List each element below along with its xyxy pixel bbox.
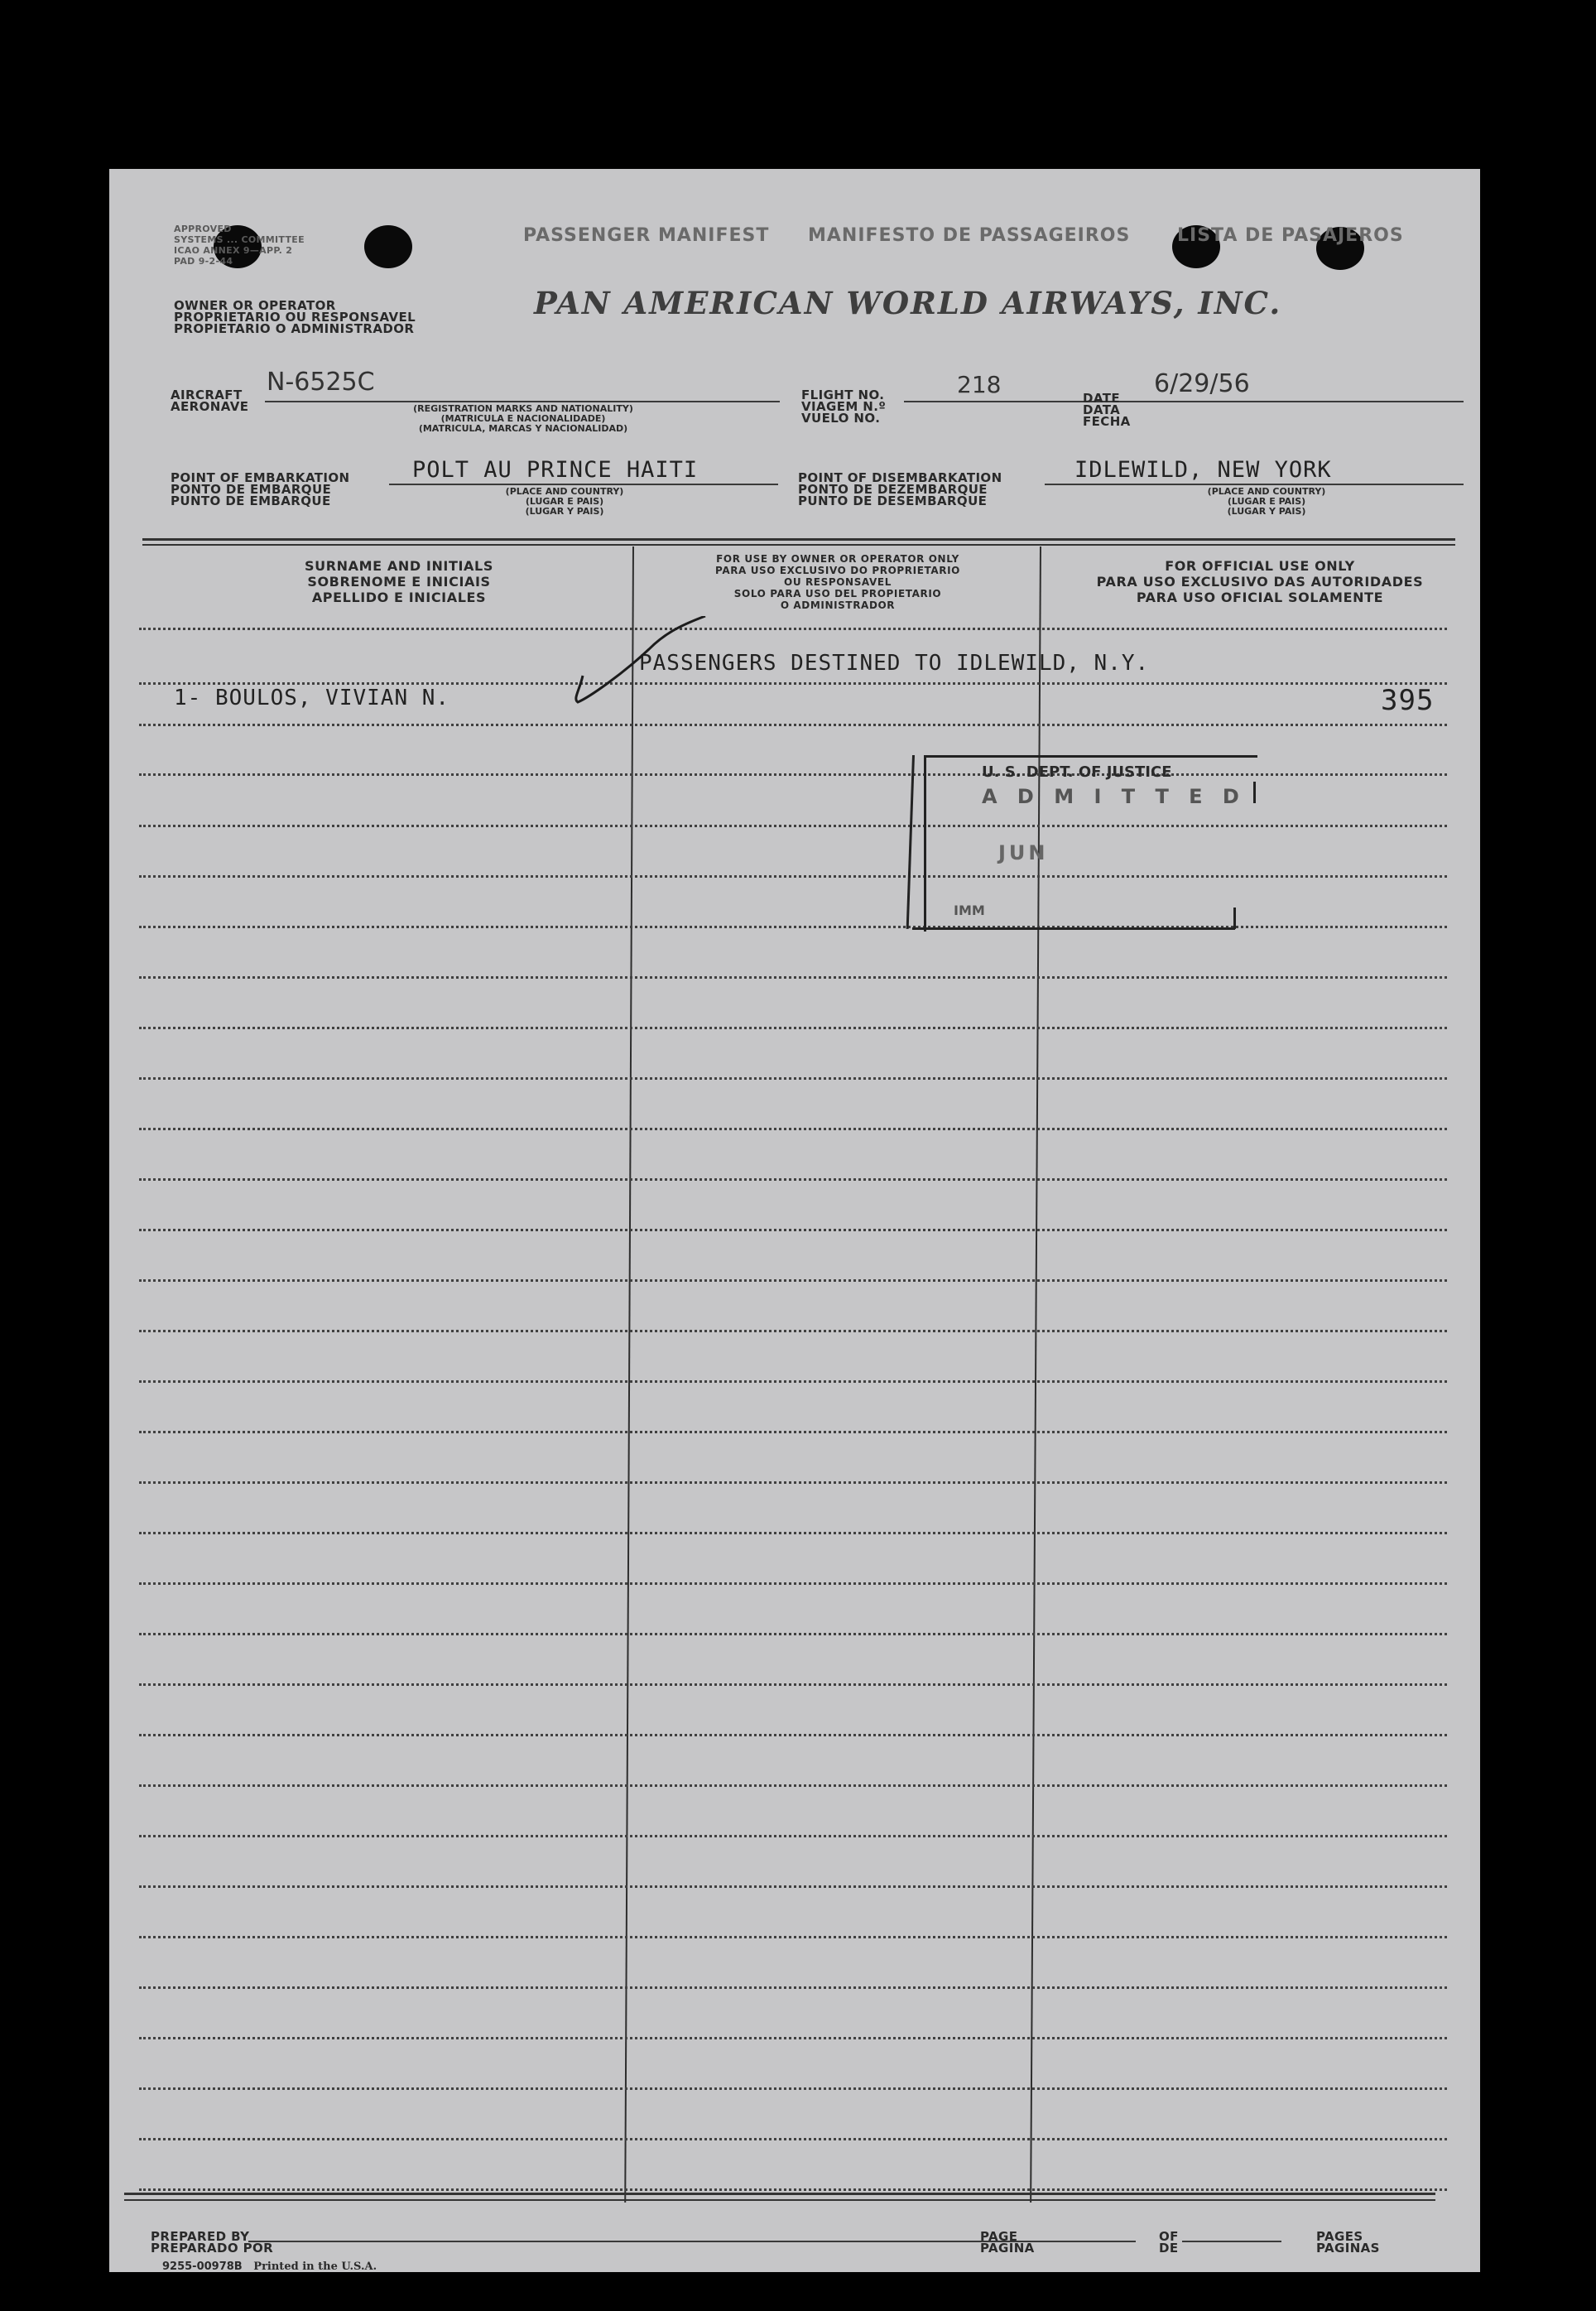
embark-line (389, 484, 778, 485)
date-label: DATE DATA FECHA (1083, 391, 1131, 429)
page-line (1028, 2241, 1136, 2242)
table-bottom-rule (124, 2199, 1435, 2201)
table-row (139, 1330, 1447, 1332)
disembark-line (1045, 484, 1464, 485)
manifest-form (109, 169, 1480, 2272)
of-line (1182, 2241, 1281, 2242)
column-official-header: FOR OFFICIAL USE ONLY PARA USO EXCLUSIVO DAS AUTORIDADES PARA USO OFICIAL SOLAMENTE (1096, 558, 1424, 605)
stamp-line-4: IMM (954, 903, 985, 918)
stamp-bottom-edge (912, 927, 1235, 930)
stamp-line-1: U. S. DEPT. OF JUSTICE (982, 763, 1172, 781)
table-row (139, 1885, 1447, 1888)
disembark-label: POINT OF DISEMBARKATION PONTO DE DEZEMBARQUE PUNTO DE DESEMBARQUE (798, 470, 1002, 508)
passenger-name: 1- BOULOS, VIVIAN N. (174, 686, 450, 710)
aircraft-label: AIRCRAFT AERONAVE (171, 388, 249, 414)
embark-value: POLT AU PRINCE HAITI (412, 457, 699, 483)
official-number: 395 (1381, 684, 1435, 717)
table-row (139, 1784, 1447, 1787)
registration-note: (REGISTRATION MARKS AND NATIONALITY) (MATRICULA E NACIONALIDADE) (MATRICULA, MARCAS Y NACIONALIDAD) (413, 403, 633, 434)
stamp-right-tick (1233, 908, 1236, 929)
table-row (139, 1178, 1447, 1181)
table-row (139, 1532, 1447, 1534)
table-row (139, 1279, 1447, 1282)
table-row (139, 724, 1447, 726)
column-divider (624, 546, 634, 2203)
table-row (139, 1481, 1447, 1484)
operator-name: PAN AMERICAN WORLD AIRWAYS, INC. (534, 285, 1282, 321)
owner-label: OWNER OR OPERATOR PROPRIETARIO OU RESPONSAVEL PROPIETARIO O ADMINISTRADOR (174, 298, 416, 336)
title-es: LISTA DE PASAJEROS (1177, 225, 1404, 246)
table-rule (139, 628, 1447, 630)
table-row (139, 1077, 1447, 1080)
table-row (139, 1380, 1447, 1383)
disembark-value: IDLEWILD, NEW YORK (1074, 457, 1332, 483)
prepared-line (248, 2241, 1084, 2242)
date-line (1124, 401, 1464, 402)
page-label: PAGE PAGINA (980, 2229, 1035, 2256)
table-row (139, 1835, 1447, 1837)
table-row (139, 1431, 1447, 1433)
aircraft-line (265, 401, 780, 402)
date-value: 6/29/56 (1154, 369, 1250, 398)
embark-note: (PLACE AND COUNTRY) (LUGAR E PAIS) (LUGAR Y PAIS) (505, 486, 624, 517)
table-top-rule (142, 538, 1455, 541)
embark-label: POINT OF EMBARKATION PONTO DE EMBARQUE PUNTO DE EMBARQUE (171, 470, 350, 508)
table-bottom-rule (124, 2193, 1435, 2195)
table-row (139, 2188, 1447, 2191)
punch-hole (364, 225, 412, 268)
table-row (139, 1734, 1447, 1736)
destination-note: PASSENGERS DESTINED TO IDLEWILD, N.Y. (639, 651, 1150, 676)
flight-label: FLIGHT NO. VIAGEM N.º VUELO NO. (801, 388, 887, 426)
aircraft-value: N-6525C (267, 368, 375, 397)
table-row (139, 1683, 1447, 1686)
pages-label: PAGES PAGINAS (1316, 2229, 1380, 2256)
table-row (139, 1128, 1447, 1130)
table-row (139, 1936, 1447, 1938)
column-names-header: SURNAME AND INITIALS SOBRENOME E INICIAIS APELLIDO E INICIALES (305, 558, 493, 605)
title-pt: MANIFESTO DE PASSAGEIROS (808, 225, 1131, 246)
check-mark-icon (573, 616, 722, 724)
stamp-line-2: A D M I T T E D (982, 785, 1246, 808)
table-row (139, 1229, 1447, 1231)
table-row (139, 1582, 1447, 1585)
table-row (139, 1633, 1447, 1635)
table-row (139, 1986, 1447, 1989)
table-row (139, 1027, 1447, 1029)
column-owner-header: FOR USE BY OWNER OR OPERATOR ONLY PARA USO EXCLUSIVO DO PROPRIETARIO OU RESPONSAVEL SOLO PARA USO DEL PROPIETARIO O ADMINISTRADOR (715, 553, 960, 611)
of-label: OF DE (1159, 2229, 1179, 2256)
stamp-line-3: JUN (998, 841, 1049, 864)
stamp-right-tick (1253, 782, 1256, 803)
table-row (139, 682, 1447, 685)
disembark-note: (PLACE AND COUNTRY) (LUGAR E PAIS) (LUGAR Y PAIS) (1207, 486, 1326, 517)
table-row (139, 976, 1447, 979)
prepared-label: PREPARED BY PREPARADO POR (151, 2229, 274, 2256)
table-row (139, 2037, 1447, 2039)
form-number: 9255-00978B Printed in the U.S.A. (162, 2260, 377, 2273)
table-row (139, 2087, 1447, 2090)
table-top-rule (142, 544, 1455, 546)
stamp-left-edge (906, 755, 915, 929)
admitted-stamp (912, 749, 1260, 947)
flight-value: 218 (957, 371, 1002, 398)
approval-block: APPROVED SYSTEMS ... COMMITTEE ICAO ANNEX 9—APP. 2 PAD 9-2-44 (174, 224, 305, 267)
table-row (139, 2138, 1447, 2140)
title-en: PASSENGER MANIFEST (523, 225, 770, 246)
